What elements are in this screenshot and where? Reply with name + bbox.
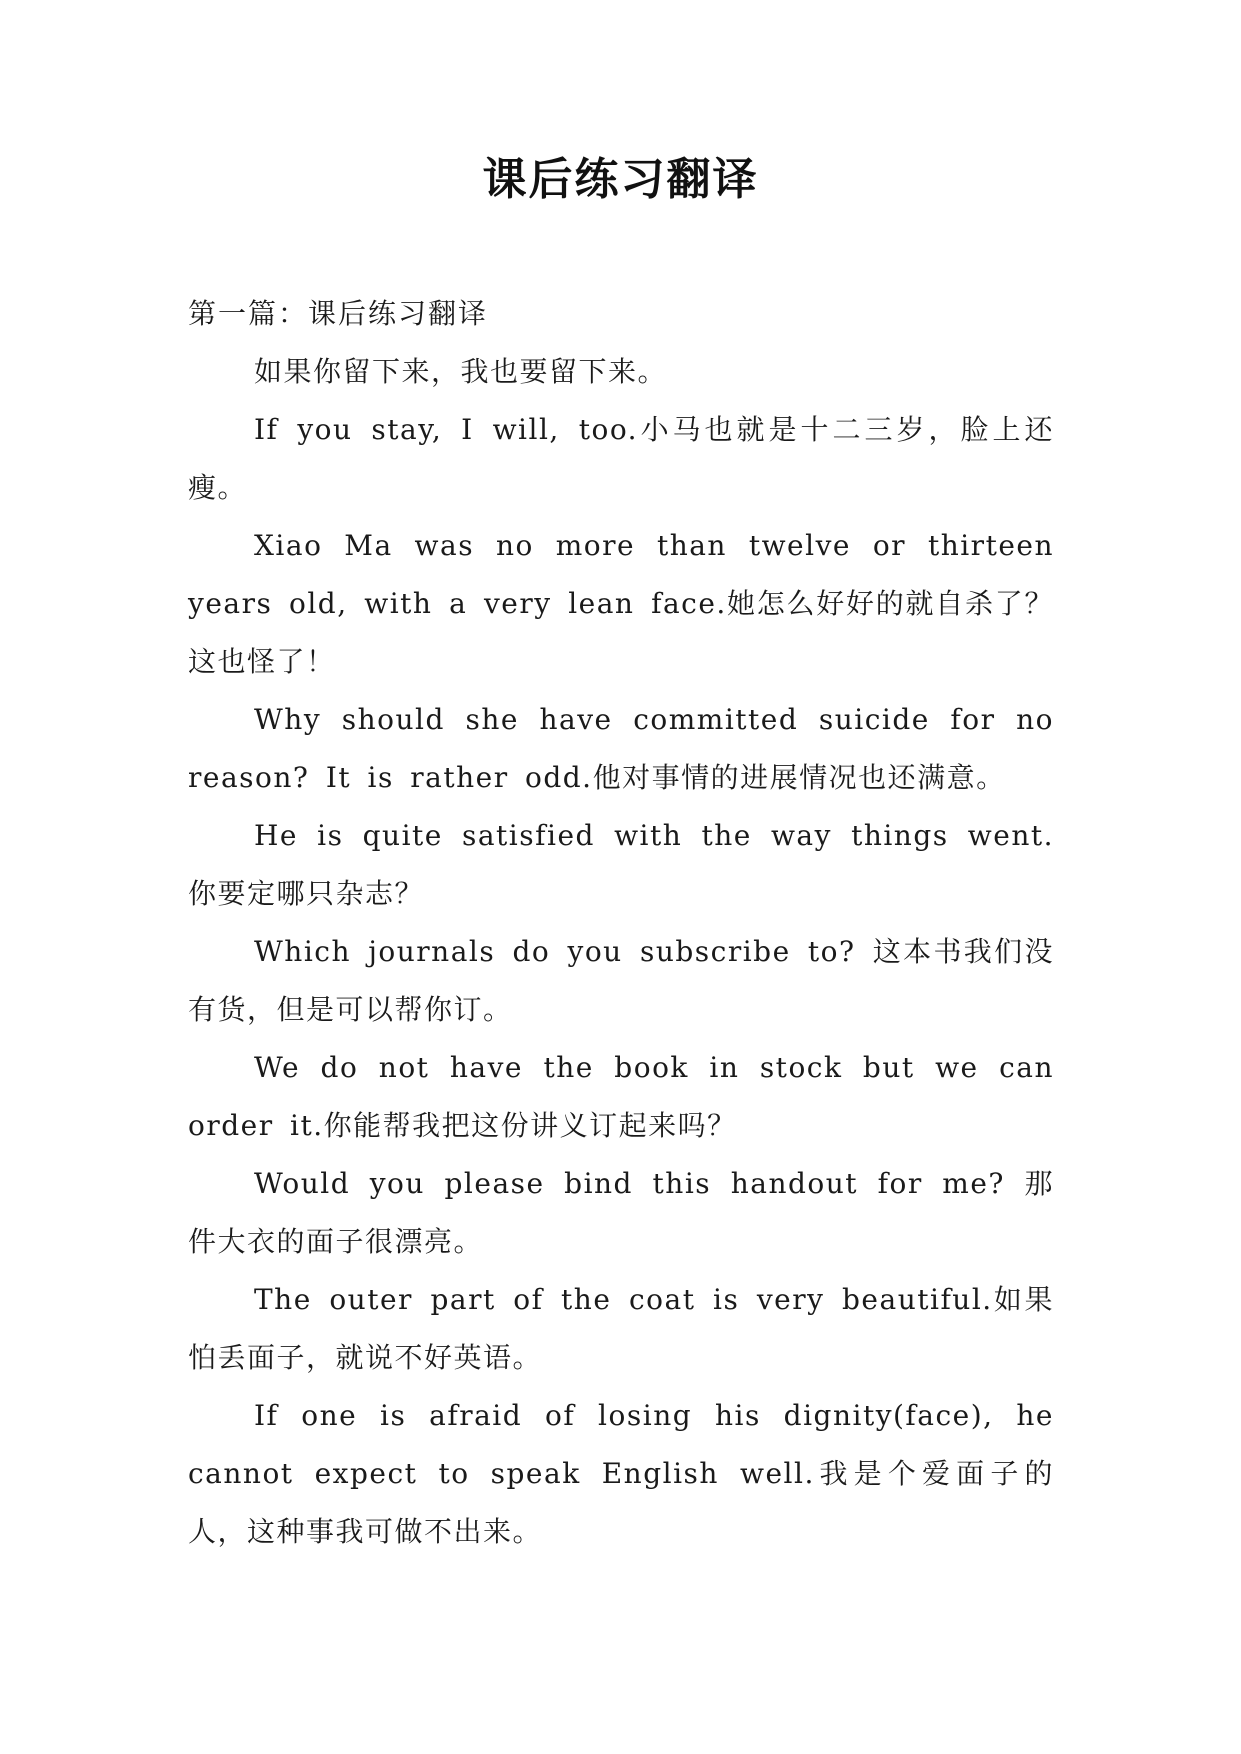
paragraph: Xiao Ma was no more than twelve or thirteen years old, with a very lean face.她怎么好好的就自杀了？这也怪了！ bbox=[188, 529, 1054, 678]
paragraph: He is quite satisfied with the way things went.你要定哪只杂志？ bbox=[188, 819, 1054, 910]
paragraph: Would you please bind this handout for me? 那件大衣的面子很漂亮。 bbox=[188, 1167, 1054, 1258]
paragraph: We do not have the book in stock but we can order it.你能帮我把这份讲义订起来吗？ bbox=[188, 1051, 1054, 1142]
paragraph: Which journals do you subscribe to? 这本书我们没有货，但是可以帮你订。 bbox=[188, 935, 1054, 1026]
paragraph: If you stay, I will, too.小马也就是十二三岁，脸上还瘦。 bbox=[188, 413, 1054, 504]
page-title: 课后练习翻译 bbox=[482, 154, 759, 205]
document-body bbox=[188, 285, 1054, 1561]
paragraph: 如果你留下来，我也要留下来。 bbox=[254, 355, 668, 388]
paragraph: If one is afraid of losing his dignity(face), he cannot expect to speak English well.我是个爱面子的人，这种事我可做不出来。 bbox=[188, 1399, 1054, 1548]
paragraph: Why should she have committed suicide for no reason? It is rather odd.他对事情的进展情况也还满意。 bbox=[188, 703, 1054, 794]
paragraph: The outer part of the coat is very beautiful.如果怕丢面子，就说不好英语。 bbox=[188, 1283, 1054, 1374]
section-heading: 第一篇：课后练习翻译 bbox=[188, 297, 489, 330]
